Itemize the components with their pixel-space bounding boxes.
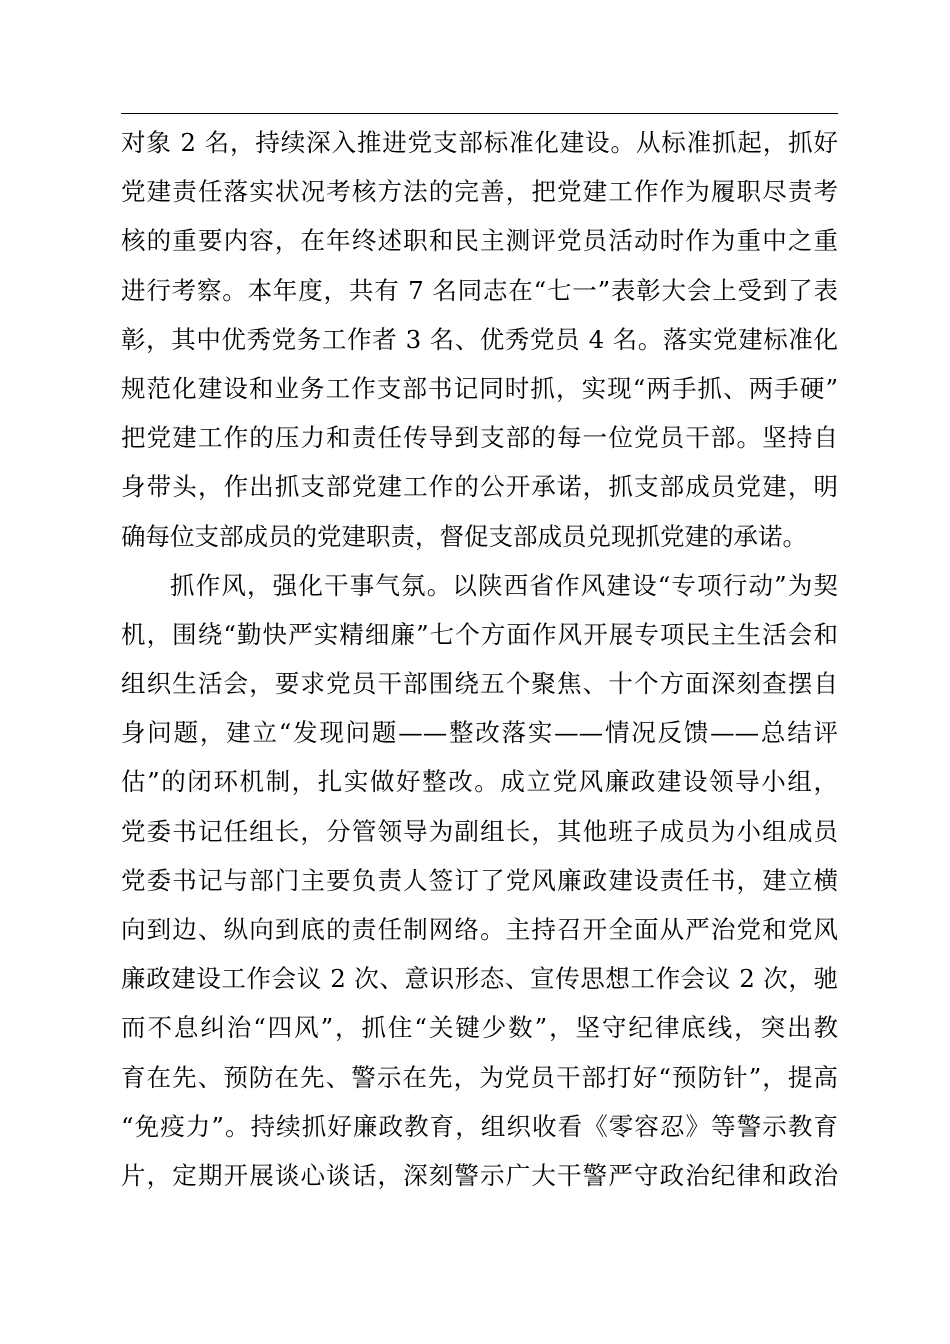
text-line: 育在先、预防在先、警示在先，为党员干部打好“预防针”，提高 bbox=[121, 1062, 838, 1092]
text-line: 向到边、纵向到底的责任制网络。主持召开全面从严治党和党风 bbox=[121, 915, 838, 944]
paragraph-1 bbox=[121, 118, 838, 561]
document-body bbox=[121, 118, 838, 1200]
text-line: 估”的闭环机制，扎实做好整改。成立党风廉政建设领导小组， bbox=[121, 767, 838, 797]
text-line: 党建责任落实状况考核方法的完善，把党建工作作为履职尽责考 bbox=[121, 177, 838, 207]
text-line: 而不息纠治“四风”，抓住“关键少数”，坚守纪律底线，突出教 bbox=[121, 1013, 838, 1043]
text-line: 核的重要内容，在年终述职和民主测评党员活动时作为重中之重 bbox=[121, 226, 838, 256]
text-line: 身带头，作出抓支部党建工作的公开承诺，抓支部成员党建，明 bbox=[121, 472, 838, 502]
text-line: 身问题，建立“发现问题——整改落实——情况反馈——总结评 bbox=[121, 718, 838, 748]
text-line: 廉政建设工作会议 2 次、意识形态、宣传思想工作会议 2 次，驰 bbox=[121, 964, 838, 994]
text-line: 片，定期开展谈心谈话，深刻警示广大干警严守政治纪律和政治 bbox=[121, 1160, 838, 1190]
text-line: 党委书记任组长，分管领导为副组长，其他班子成员为小组成员 bbox=[121, 816, 838, 846]
paragraph-2 bbox=[121, 561, 838, 1200]
header-rule bbox=[121, 113, 838, 114]
text-line: 对象 2 名，持续深入推进党支部标准化建设。从标准抓起，抓好 bbox=[121, 128, 838, 157]
text-line: 党委书记与部门主要负责人签订了党风廉政建设责任书，建立横 bbox=[121, 865, 838, 895]
text-line: 彰，其中优秀党务工作者 3 名、优秀党员 4 名。落实党建标准化 bbox=[121, 324, 838, 354]
text-line: 规范化建设和业务工作支部书记同时抓，实现“两手抓、两手硬” bbox=[121, 373, 838, 403]
text-line: 进行考察。本年度，共有 7 名同志在“七一”表彰大会上受到了表 bbox=[121, 275, 838, 305]
text-line: 确每位支部成员的党建职责，督促支部成员兑现抓党建的承诺。 bbox=[121, 521, 807, 551]
text-line: 把党建工作的压力和责任传导到支部的每一位党员干部。坚持自 bbox=[121, 423, 838, 453]
text-line: 抓作风，强化干事气氛。以陕西省作风建设“专项行动”为契 bbox=[170, 570, 838, 600]
text-line: “免疫力”。持续抓好廉政教育，组织收看《零容忍》等警示教育 bbox=[121, 1111, 838, 1141]
text-line: 组织生活会，要求党员干部围绕五个聚焦、十个方面深刻查摆自 bbox=[121, 669, 838, 699]
text-line: 机，围绕“勤快严实精细廉”七个方面作风开展专项民主生活会和 bbox=[121, 619, 838, 649]
